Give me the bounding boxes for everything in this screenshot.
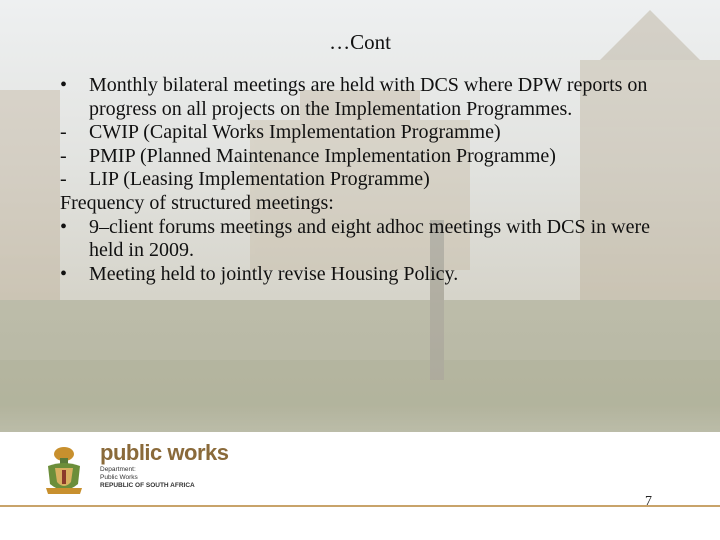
footer-divider — [0, 505, 720, 507]
list-item-text: LIP (Leasing Implementation Programme) — [89, 168, 430, 191]
logo-main-text: public works — [100, 440, 229, 465]
list-item — [60, 216, 670, 263]
bullet-marker: • — [60, 215, 68, 238]
page-number: 7 — [645, 494, 652, 509]
list-item-text: Monthly bilateral meetings are held with DCS where DPW reports on progress on all projects on the Implementation Programmes. — [89, 74, 648, 120]
list-item-text: PMIP (Planned Maintenance Implementation Programme) — [89, 144, 556, 167]
list-item — [60, 168, 670, 192]
list-item — [60, 74, 670, 121]
logo-sub-line: Department: — [100, 466, 136, 473]
section-heading-text: Frequency of structured meetings: — [60, 191, 334, 214]
bullet-marker: • — [60, 262, 68, 285]
public-works-logo — [100, 440, 228, 490]
list-item — [60, 145, 670, 169]
slide-title: …Cont — [329, 30, 391, 54]
list-item-text: Meeting held to jointly revise Housing Policy. — [89, 262, 459, 285]
dash-marker: - — [60, 144, 67, 167]
bullet-marker: • — [60, 74, 68, 96]
slide-body — [60, 74, 670, 286]
logo-sub-line: Public Works — [100, 474, 138, 481]
coat-of-arms-icon — [40, 444, 88, 496]
list-item — [60, 121, 670, 145]
list-item-text: CWIP (Capital Works Implementation Programme) — [89, 121, 501, 144]
list-item — [60, 263, 670, 287]
dash-marker: - — [60, 121, 67, 144]
list-item-text: 9–client forums meetings and eight adhoc meetings with DCS in were held in 2009. — [89, 215, 650, 262]
section-heading — [60, 192, 670, 216]
logo-sub-line: REPUBLIC OF SOUTH AFRICA — [100, 482, 195, 489]
dash-marker: - — [60, 168, 67, 191]
